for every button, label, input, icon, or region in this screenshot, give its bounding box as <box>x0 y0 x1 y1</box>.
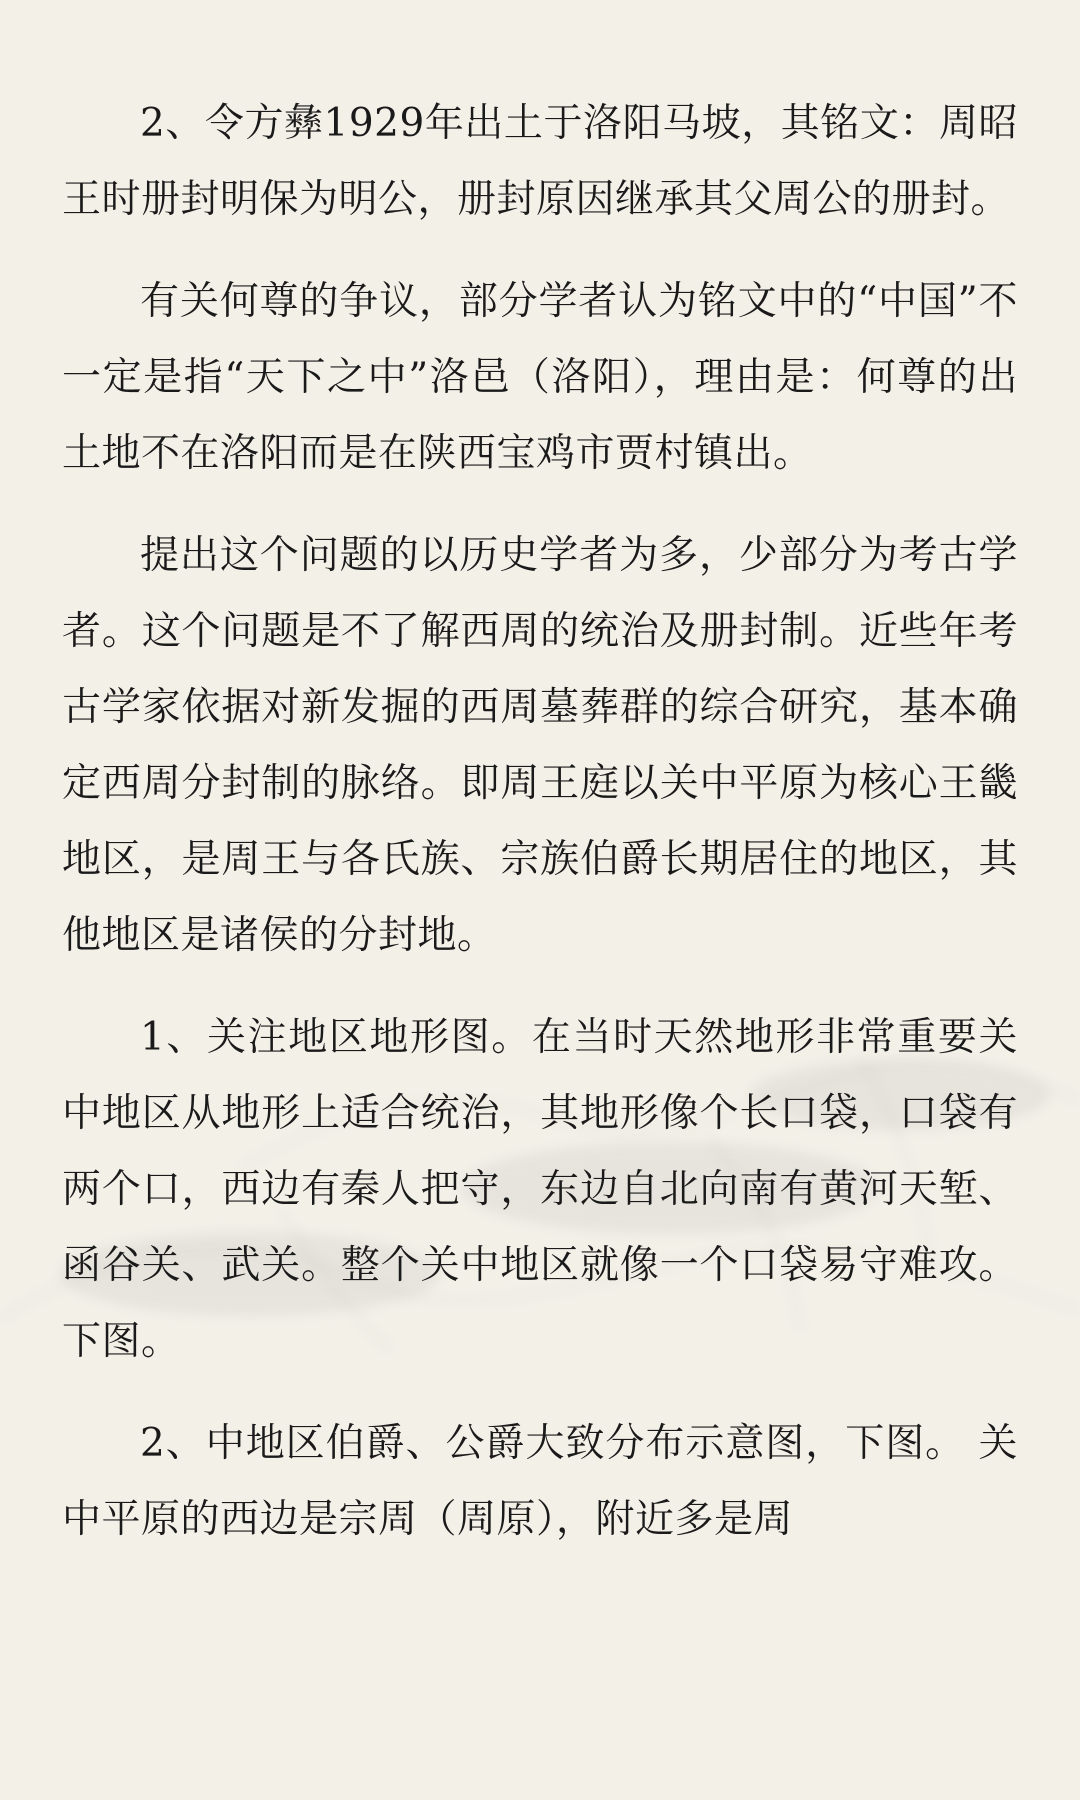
paragraph-3: 提出这个问题的以历史学者为多，少部分为考古学者。这个问题是不了解西周的统治及册封制。近些年考古学家依据对新发掘的西周墓葬群的综合研究，基本确定西周分封制的脉络。即周王庭以关中平原为核心王畿地区，是周王与各氏族、宗族伯爵长期居住的地区，其他地区是诸侯的分封地。 <box>62 533 1018 958</box>
paragraph-2: 有关何尊的争议，部分学者认为铭文中的“中国”不一定是指“天下之中”洛邑（洛阳），理由是：何尊的出土地不在洛阳而是在陕西宝鸡市贾村镇出。 <box>62 279 1018 476</box>
paragraph-1: 2、令方彝1929年出土于洛阳马坡，其铭文：周昭王时册封明保为明公，册封原因继承其父周公的册封。 <box>62 101 1018 222</box>
paragraph-4: 1、关注地区地形图。在当时天然地形非常重要关中地区从地形上适合统治，其地形像个长口袋，口袋有两个口，西边有秦人把守，东边自北向南有黄河天堑、函谷关、武关。整个关中地区就像一个口袋易守难攻。下图。 <box>62 1015 1018 1364</box>
paragraph-5: 2、中地区伯爵、公爵大致分布示意图，下图。 关中平原的西边是宗周（周原），附近多是周 <box>62 1421 1018 1542</box>
article-content <box>62 86 1018 1584</box>
